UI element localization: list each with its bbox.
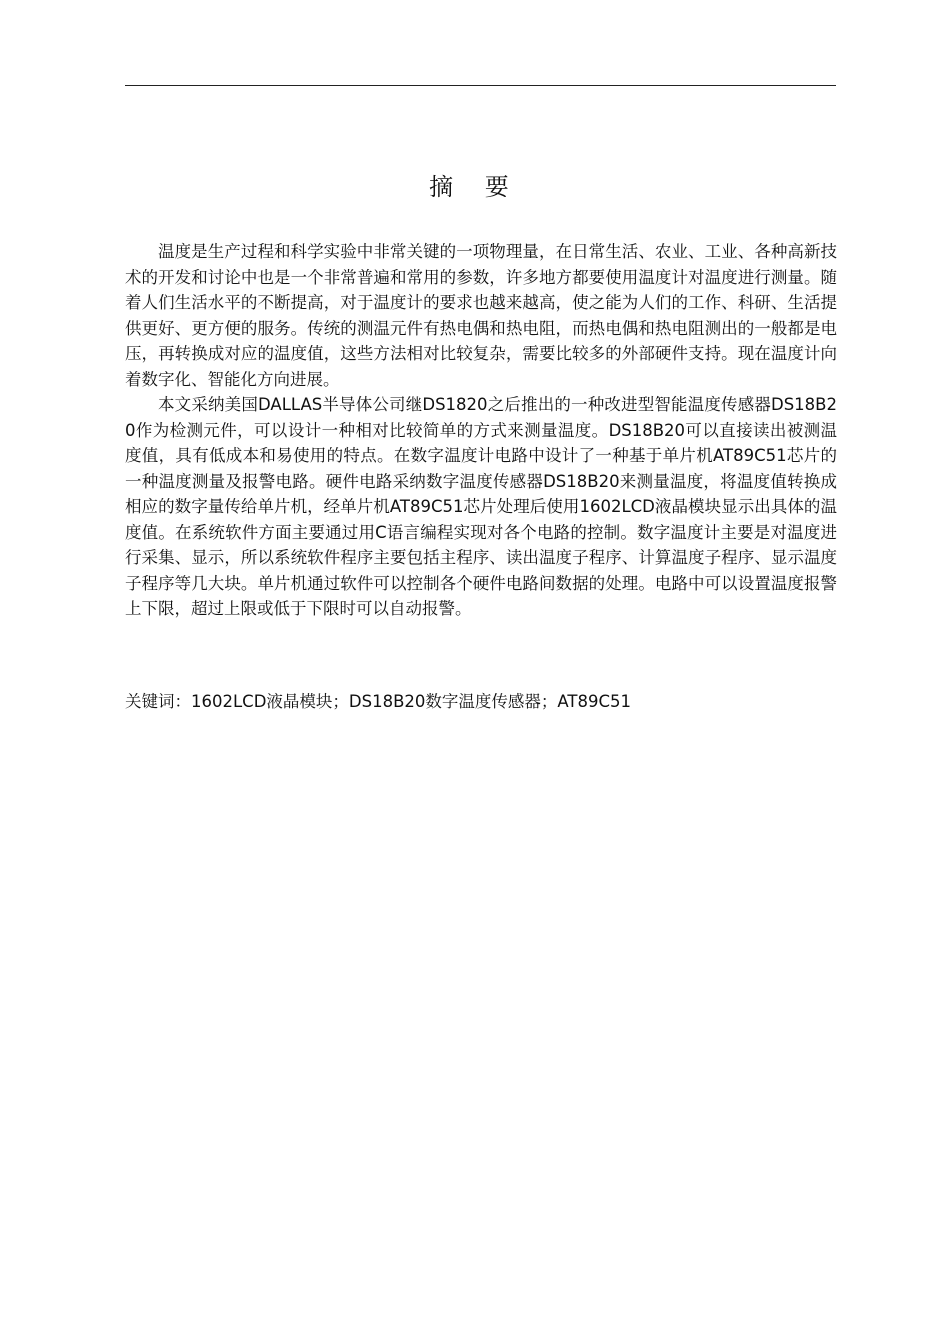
abstract-title: 摘 要 — [429, 173, 521, 201]
keywords-line: 关键词：1602LCD液晶模块；DS18B20数字温度传感器；AT89C51 — [125, 692, 631, 711]
abstract-paragraph-1: 温度是生产过程和科学实验中非常关键的一项物理量，在日常生活、农业、工业、各种高新技术的开发和讨论中也是一个非常普遍和常用的参数，许多地方都要使用温度计对温度进行测量。随着人们生活水平的不断提高，对于温度计的要求也越来越高，使之能为人们的工作、科研、生活提供更好、更方便的服务。传统的测温元件有热电偶和热电阻，而热电偶和热电阻测出的一般都是电压，再转换成对应的温度值，这些方法相对比较复杂，需要比较多的外部硬件支持。现在温度计向着数字化、智能化方向进展。 — [125, 242, 837, 389]
abstract-paragraph-2: 本文采纳美国DALLAS半导体公司继DS1820之后推出的一种改进型智能温度传感器DS18B20作为检测元件，可以设计一种相对比较简单的方式来测量温度。DS18B20可以直接读出被测温度值，具有低成本和易使用的特点。在数字温度计电路中设计了一种基于单片机AT89C51芯片的一种温度测量及报警电路。硬件电路采纳数字温度传感器DS18B20来测量温度，将温度值转换成相应的数字量传给单片机，经单片机AT89C51芯片处理后使用1602LCD液晶模块显示出具体的温度值。在系统软件方面主要通过用C语言编程实现对各个电路的控制。数字温度计主要是对温度进行采集、显示，所以系统软件程序主要包括主程序、读出温度子程序、计算温度子程序、显示温度子程序等几大块。单片机通过软件可以控制各个硬件电路间数据的处理。电路中可以设置温度报警上下限，超过上限或低于下限时可以自动报警。 — [125, 395, 837, 618]
header-rule — [125, 85, 836, 86]
abstract-body — [125, 239, 837, 622]
